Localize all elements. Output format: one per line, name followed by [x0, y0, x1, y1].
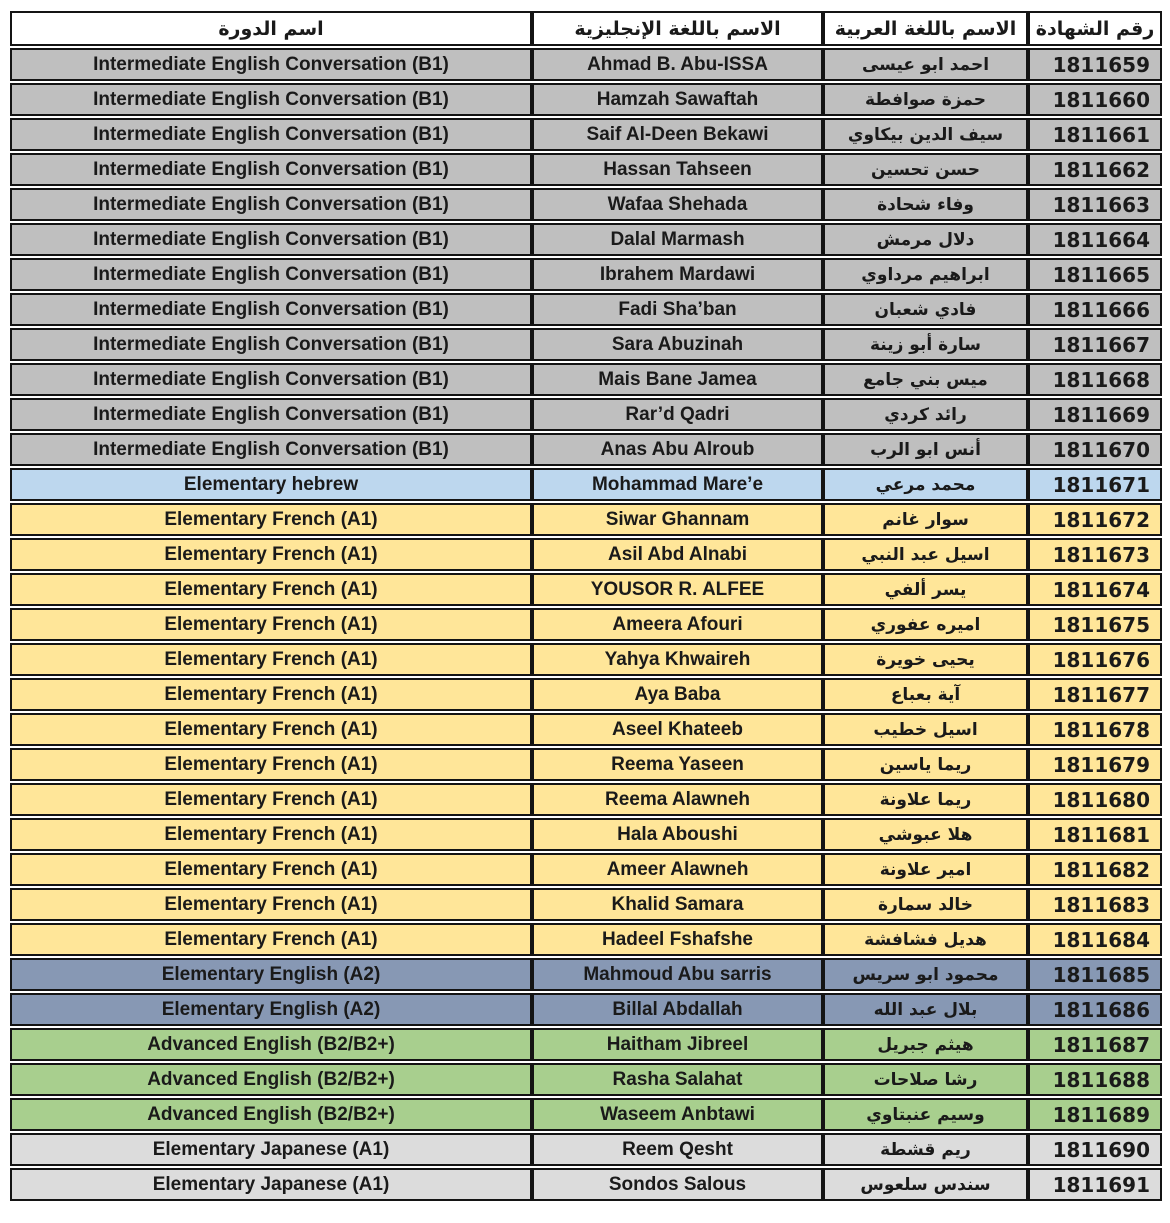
arabic-name-cell: ابراهيم مرداوي [823, 258, 1028, 291]
course-name-cell: Elementary French (A1) [10, 748, 532, 781]
table-row [10, 1133, 1162, 1166]
certificate-number-cell: 1811682 [1028, 853, 1162, 886]
table-row [10, 363, 1162, 396]
certificate-number-cell: 1811689 [1028, 1098, 1162, 1131]
arabic-name-cell: فادي شعبان [823, 293, 1028, 326]
certificate-number-cell: 1811686 [1028, 993, 1162, 1026]
course-name-cell: Elementary French (A1) [10, 608, 532, 641]
course-name-cell: Elementary French (A1) [10, 853, 532, 886]
certificate-number-cell: 1811683 [1028, 888, 1162, 921]
course-name-cell: Elementary French (A1) [10, 818, 532, 851]
course-name-cell: Intermediate English Conversation (B1) [10, 188, 532, 221]
course-name-cell: Elementary French (A1) [10, 923, 532, 956]
arabic-name-cell: حمزة صوافطة [823, 83, 1028, 116]
table-row [10, 853, 1162, 886]
header-row [10, 11, 1162, 46]
english-name-cell: Ameer Alawneh [532, 853, 823, 886]
table-row [10, 783, 1162, 816]
arabic-name-cell: حسن تحسين [823, 153, 1028, 186]
certificate-number-cell: 1811668 [1028, 363, 1162, 396]
certificate-number-cell: 1811669 [1028, 398, 1162, 431]
english-name-cell: Hamzah Sawaftah [532, 83, 823, 116]
table-row [10, 1098, 1162, 1131]
arabic-name-cell: امير علاونة [823, 853, 1028, 886]
table-row [10, 538, 1162, 571]
english-name-cell: Waseem Anbtawi [532, 1098, 823, 1131]
certificate-number-cell: 1811678 [1028, 713, 1162, 746]
certificate-number-cell: 1811660 [1028, 83, 1162, 116]
certificate-number-cell: 1811662 [1028, 153, 1162, 186]
arabic-name-cell: ريما ياسين [823, 748, 1028, 781]
course-name-cell: Advanced English (B2/B2+) [10, 1028, 532, 1061]
arabic-name-cell: سوار غانم [823, 503, 1028, 536]
certificate-number-cell: 1811666 [1028, 293, 1162, 326]
table-row [10, 1168, 1162, 1201]
header-certificate-number: رقم الشهادة [1028, 11, 1162, 46]
certificate-number-cell: 1811674 [1028, 573, 1162, 606]
table-row [10, 293, 1162, 326]
certificate-number-cell: 1811661 [1028, 118, 1162, 151]
english-name-cell: Mahmoud Abu sarris [532, 958, 823, 991]
table-row [10, 83, 1162, 116]
course-name-cell: Intermediate English Conversation (B1) [10, 363, 532, 396]
certificate-number-cell: 1811671 [1028, 468, 1162, 501]
certificate-number-cell: 1811672 [1028, 503, 1162, 536]
arabic-name-cell: اسيل خطيب [823, 713, 1028, 746]
table-row [10, 1063, 1162, 1096]
certificate-number-cell: 1811687 [1028, 1028, 1162, 1061]
english-name-cell: Hassan Tahseen [532, 153, 823, 186]
certificate-number-cell: 1811688 [1028, 1063, 1162, 1096]
arabic-name-cell: اسيل عبد النبي [823, 538, 1028, 571]
english-name-cell: YOUSOR R. ALFEE [532, 573, 823, 606]
course-name-cell: Elementary French (A1) [10, 783, 532, 816]
english-name-cell: Yahya Khwaireh [532, 643, 823, 676]
table-row [10, 748, 1162, 781]
certificate-number-cell: 1811659 [1028, 48, 1162, 81]
english-name-cell: Reema Yaseen [532, 748, 823, 781]
certificate-number-cell: 1811690 [1028, 1133, 1162, 1166]
table-row [10, 118, 1162, 151]
arabic-name-cell: محمد مرعي [823, 468, 1028, 501]
arabic-name-cell: ريم قشطة [823, 1133, 1028, 1166]
table-row [10, 923, 1162, 956]
certificate-number-cell: 1811691 [1028, 1168, 1162, 1201]
table-row [10, 48, 1162, 81]
arabic-name-cell: سيف الدين بيكاوي [823, 118, 1028, 151]
certificate-number-cell: 1811685 [1028, 958, 1162, 991]
course-name-cell: Intermediate English Conversation (B1) [10, 83, 532, 116]
course-name-cell: Elementary French (A1) [10, 888, 532, 921]
arabic-name-cell: محمود ابو سريس [823, 958, 1028, 991]
certificate-number-cell: 1811664 [1028, 223, 1162, 256]
english-name-cell: Ibrahem Mardawi [532, 258, 823, 291]
english-name-cell: Saif Al-Deen Bekawi [532, 118, 823, 151]
table-row [10, 608, 1162, 641]
certificate-number-cell: 1811673 [1028, 538, 1162, 571]
english-name-cell: Reem Qesht [532, 1133, 823, 1166]
course-name-cell: Elementary French (A1) [10, 503, 532, 536]
table-row [10, 713, 1162, 746]
table-row [10, 258, 1162, 291]
course-name-cell: Intermediate English Conversation (B1) [10, 48, 532, 81]
header-english-name: الاسم باللغة الإنجليزية [532, 11, 823, 46]
arabic-name-cell: وسيم عنبتاوي [823, 1098, 1028, 1131]
arabic-name-cell: رشا صلاحات [823, 1063, 1028, 1096]
english-name-cell: Sondos Salous [532, 1168, 823, 1201]
course-name-cell: Elementary Japanese (A1) [10, 1168, 532, 1201]
arabic-name-cell: آية بعباع [823, 678, 1028, 711]
english-name-cell: Anas Abu Alroub [532, 433, 823, 466]
table-row [10, 993, 1162, 1026]
course-name-cell: Intermediate English Conversation (B1) [10, 328, 532, 361]
certificate-number-cell: 1811677 [1028, 678, 1162, 711]
course-name-cell: Elementary French (A1) [10, 713, 532, 746]
certificate-number-cell: 1811675 [1028, 608, 1162, 641]
table-row [10, 643, 1162, 676]
table-row [10, 678, 1162, 711]
header-course-name: اسم الدورة [10, 11, 532, 46]
english-name-cell: Dalal Marmash [532, 223, 823, 256]
table-row [10, 153, 1162, 186]
table-row [10, 503, 1162, 536]
course-name-cell: Elementary English (A2) [10, 993, 532, 1026]
english-name-cell: Billal Abdallah [532, 993, 823, 1026]
certificate-number-cell: 1811663 [1028, 188, 1162, 221]
certificate-number-cell: 1811680 [1028, 783, 1162, 816]
course-name-cell: Elementary Japanese (A1) [10, 1133, 532, 1166]
table-row [10, 188, 1162, 221]
certificate-number-cell: 1811684 [1028, 923, 1162, 956]
english-name-cell: Wafaa Shehada [532, 188, 823, 221]
course-name-cell: Intermediate English Conversation (B1) [10, 433, 532, 466]
course-name-cell: Elementary French (A1) [10, 573, 532, 606]
english-name-cell: Asil Abd Alnabi [532, 538, 823, 571]
arabic-name-cell: وفاء شحادة [823, 188, 1028, 221]
arabic-name-cell: خالد سمارة [823, 888, 1028, 921]
table-row [10, 433, 1162, 466]
course-name-cell: Intermediate English Conversation (B1) [10, 398, 532, 431]
english-name-cell: Hadeel Fshafshe [532, 923, 823, 956]
arabic-name-cell: دلال مرمش [823, 223, 1028, 256]
certificate-number-cell: 1811681 [1028, 818, 1162, 851]
table-row [10, 398, 1162, 431]
table-row [10, 328, 1162, 361]
course-name-cell: Elementary French (A1) [10, 678, 532, 711]
arabic-name-cell: هلا عبوشي [823, 818, 1028, 851]
table-row [10, 1028, 1162, 1061]
arabic-name-cell: سارة أبو زينة [823, 328, 1028, 361]
certificate-number-cell: 1811667 [1028, 328, 1162, 361]
english-name-cell: Siwar Ghannam [532, 503, 823, 536]
course-name-cell: Advanced English (B2/B2+) [10, 1098, 532, 1131]
table-row [10, 958, 1162, 991]
course-name-cell: Elementary hebrew [10, 468, 532, 501]
certificate-number-cell: 1811670 [1028, 433, 1162, 466]
course-name-cell: Advanced English (B2/B2+) [10, 1063, 532, 1096]
arabic-name-cell: أنس ابو الرب [823, 433, 1028, 466]
table-header [10, 11, 1162, 46]
table-row [10, 468, 1162, 501]
arabic-name-cell: ميس بني جامع [823, 363, 1028, 396]
english-name-cell: Fadi Sha’ban [532, 293, 823, 326]
certificate-number-cell: 1811679 [1028, 748, 1162, 781]
course-name-cell: Intermediate English Conversation (B1) [10, 118, 532, 151]
english-name-cell: Sara Abuzinah [532, 328, 823, 361]
course-name-cell: Elementary French (A1) [10, 643, 532, 676]
arabic-name-cell: رائد كردي [823, 398, 1028, 431]
arabic-name-cell: اميره عفوري [823, 608, 1028, 641]
english-name-cell: Aseel Khateeb [532, 713, 823, 746]
arabic-name-cell: سندس سلعوس [823, 1168, 1028, 1201]
arabic-name-cell: يحيى خويرة [823, 643, 1028, 676]
course-name-cell: Intermediate English Conversation (B1) [10, 293, 532, 326]
table-body [10, 48, 1162, 1201]
table-row [10, 573, 1162, 606]
english-name-cell: Aya Baba [532, 678, 823, 711]
english-name-cell: Hala Aboushi [532, 818, 823, 851]
english-name-cell: Mais Bane Jamea [532, 363, 823, 396]
table-row [10, 223, 1162, 256]
english-name-cell: Haitham Jibreel [532, 1028, 823, 1061]
english-name-cell: Reema Alawneh [532, 783, 823, 816]
english-name-cell: Rar’d Qadri [532, 398, 823, 431]
certificate-number-cell: 1811665 [1028, 258, 1162, 291]
arabic-name-cell: هيثم جبريل [823, 1028, 1028, 1061]
course-name-cell: Elementary French (A1) [10, 538, 532, 571]
english-name-cell: Rasha Salahat [532, 1063, 823, 1096]
english-name-cell: Ahmad B. Abu-ISSA [532, 48, 823, 81]
english-name-cell: Khalid Samara [532, 888, 823, 921]
english-name-cell: Mohammad Mare’e [532, 468, 823, 501]
arabic-name-cell: بلال عبد الله [823, 993, 1028, 1026]
course-name-cell: Elementary English (A2) [10, 958, 532, 991]
table-row [10, 888, 1162, 921]
english-name-cell: Ameera Afouri [532, 608, 823, 641]
arabic-name-cell: يسر ألفي [823, 573, 1028, 606]
arabic-name-cell: ريما علاونة [823, 783, 1028, 816]
course-name-cell: Intermediate English Conversation (B1) [10, 223, 532, 256]
arabic-name-cell: هديل فشافشة [823, 923, 1028, 956]
course-name-cell: Intermediate English Conversation (B1) [10, 258, 532, 291]
certificate-number-cell: 1811676 [1028, 643, 1162, 676]
certificates-table [10, 9, 1162, 1203]
table-row [10, 818, 1162, 851]
header-arabic-name: الاسم باللغة العربية [823, 11, 1028, 46]
arabic-name-cell: احمد ابو عيسى [823, 48, 1028, 81]
course-name-cell: Intermediate English Conversation (B1) [10, 153, 532, 186]
